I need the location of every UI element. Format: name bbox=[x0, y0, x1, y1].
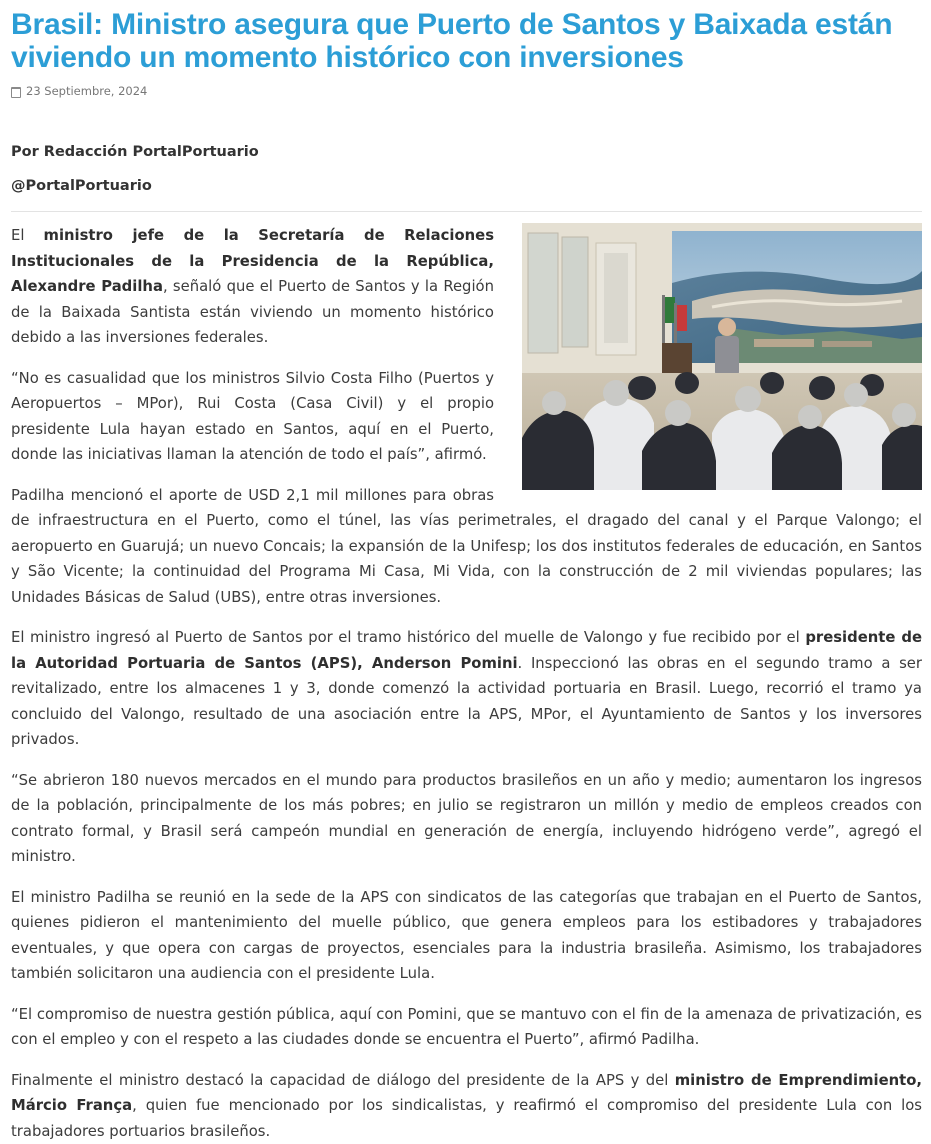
paragraph-3: Padilha mencionó el aporte de USD 2,1 mil millones para obras de infraestructura en el Puerto, como el túnel, las vías perimetrales, el dragado del canal y el Parque Valongo; el aeropuerto en Guarujá; un nuevo Concais; la expansión de la Unifesp; los dos institutos federales de educación, en Santos y São Vicente; la continuidad del Programa Mi Casa, Mi Vida, con la construcción de 2 mil viviendas populares; las Unidades Básicas de Salud (UBS), entre otras inversiones. bbox=[11, 483, 922, 611]
paragraph-1: El ministro jefe de la Secretaría de Relaciones Institucionales de la Presidencia de la República, Alexandre Padilha, señaló que el Puerto de Santos y la Región de la Baixada Santista están viviendo un momento histórico debido a las inversiones federales. bbox=[11, 223, 922, 351]
paragraph-2: “No es casualidad que los ministros Silvio Costa Filho (Puertos y Aeropuertos – MPor), Rui Costa (Casa Civil) y el propio presidente Lula hayan estado en Santos, aquí en el Puerto, donde las iniciativas llaman la atención de todo el país”, afirmó. bbox=[11, 366, 922, 468]
paragraph-8: Finalmente el ministro destacó la capacidad de diálogo del presidente de la APS y del ministro de Emprendimiento, Márcio França, quien fue mencionado por los sindicalistas, y reafirmó el compromiso del presidente Lula con los trabajadores portuarios brasileños. bbox=[11, 1068, 922, 1144]
paragraph-4: El ministro ingresó al Puerto de Santos por el tramo histórico del muelle de Valongo y fue recibido por el presidente de la Autoridad Portuaria de Santos (APS), Anderson Pomini. Inspeccionó las obras en el segundo tramo a ser revitalizado, entre los almacenes 1 y 3, donde comenzó la actividad portuaria en Brasil. Luego, recorrió el tramo ya concluido del Valongo, resultado de una asociación entre la APS, MPor, el Ayuntamiento de Santos y los inversores privados. bbox=[11, 625, 922, 753]
divider bbox=[11, 211, 922, 212]
article-byline: Por Redacción PortalPortuario bbox=[11, 142, 922, 162]
conference-photo[interactable] bbox=[522, 223, 922, 490]
calendar-icon bbox=[11, 87, 21, 98]
article-handle[interactable]: @PortalPortuario bbox=[11, 176, 922, 196]
article-title: Brasil: Ministro asegura que Puerto de Santos y Baixada están viviendo un momento histórico con inversiones bbox=[11, 8, 922, 74]
paragraph-7: “El compromiso de nuestra gestión pública, aquí con Pomini, que se mantuvo con el fin de la amenaza de privatización, es con el empleo y con el respeto a las ciudades donde se encuentra el Puerto”, afirmó Padilha. bbox=[11, 1002, 922, 1053]
paragraph-6: El ministro Padilha se reunió en la sede de la APS con sindicatos de las categorías que trabajan en el Puerto de Santos, quienes pidieron el mantenimiento del muelle público, que genera empleos para los estibadores y trabajadores eventuales, y que opera con cargas de proyectos, esenciales para la industria brasileña. Asimismo, los trabajadores también solicitaron una audiencia con el presidente Lula. bbox=[11, 885, 922, 987]
article-meta bbox=[11, 84, 922, 98]
article-body bbox=[11, 223, 922, 1144]
article-date: 23 Septiembre, 2024 bbox=[26, 84, 147, 98]
paragraph-5: “Se abrieron 180 nuevos mercados en el mundo para productos brasileños en un año y medio; aumentaron los ingresos de la población, principalmente de los más pobres; en julio se registraron un millón y medio de empleos creados con contrato formal, y Brasil será campeón mundial en generación de energía, incluyendo hidrógeno verde”, agregó el ministro. bbox=[11, 768, 922, 870]
